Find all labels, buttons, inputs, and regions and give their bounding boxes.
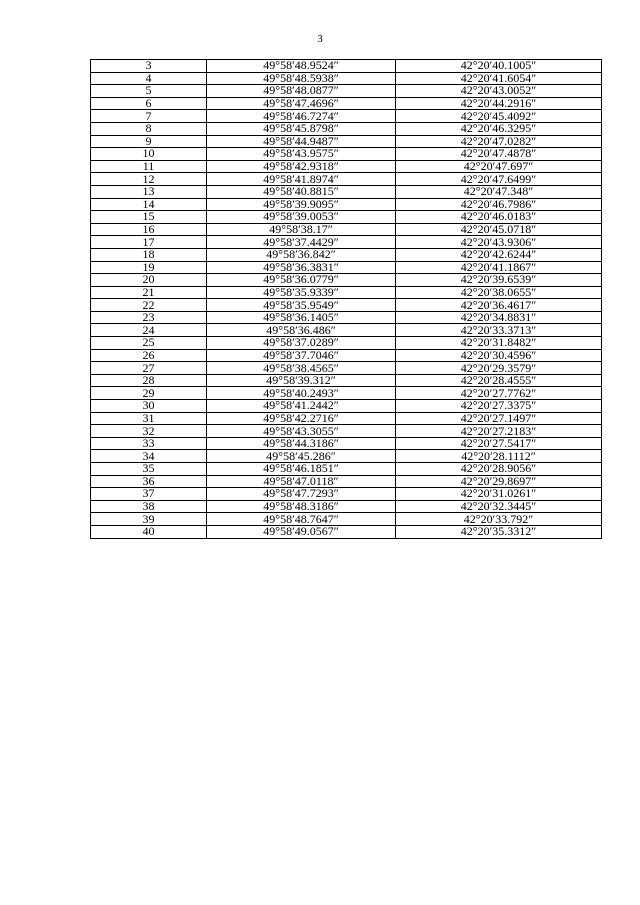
point-number-cell: 22: [91, 299, 207, 312]
table-row: [91, 122, 602, 135]
point-number-cell: 16: [91, 223, 207, 236]
latitude-cell: 49°58′40.8815″: [207, 185, 396, 198]
table-row: [91, 299, 602, 312]
latitude-cell: 49°58′36.0779″: [207, 274, 396, 287]
table-row: [91, 488, 602, 501]
table-row: [91, 198, 602, 211]
longitude-cell: 42°20′27.1497″: [396, 412, 602, 425]
longitude-cell: 42°20′41.6054″: [396, 72, 602, 85]
longitude-cell: 42°20′47.6499″: [396, 173, 602, 186]
point-number-cell: 33: [91, 437, 207, 450]
point-number-cell: 26: [91, 349, 207, 362]
latitude-cell: 49°58′41.8974″: [207, 173, 396, 186]
point-number-cell: 31: [91, 412, 207, 425]
longitude-cell: 42°20′40.1005″: [396, 60, 602, 73]
longitude-cell: 42°20′28.4555″: [396, 374, 602, 387]
point-number-cell: 8: [91, 122, 207, 135]
longitude-cell: 42°20′32.3445″: [396, 500, 602, 513]
table-row: [91, 135, 602, 148]
longitude-cell: 42°20′47.697″: [396, 160, 602, 173]
table-row: [91, 500, 602, 513]
point-number-cell: 7: [91, 110, 207, 123]
table-row: [91, 349, 602, 362]
latitude-cell: 49°58′35.9549″: [207, 299, 396, 312]
longitude-cell: 42°20′47.348″: [396, 185, 602, 198]
table-row: [91, 513, 602, 526]
longitude-cell: 42°20′29.8697″: [396, 475, 602, 488]
table-row: [91, 248, 602, 261]
table-row: [91, 374, 602, 387]
latitude-cell: 49°58′39.312″: [207, 374, 396, 387]
table-row: [91, 425, 602, 438]
latitude-cell: 49°58′39.9095″: [207, 198, 396, 211]
latitude-cell: 49°58′49.0567″: [207, 525, 396, 538]
point-number-cell: 9: [91, 135, 207, 148]
latitude-cell: 49°58′46.7274″: [207, 110, 396, 123]
point-number-cell: 39: [91, 513, 207, 526]
table-row: [91, 437, 602, 450]
table-row: [91, 311, 602, 324]
longitude-cell: 42°20′29.3579″: [396, 362, 602, 375]
longitude-cell: 42°20′45.0718″: [396, 223, 602, 236]
coordinates-table-body: [91, 60, 602, 539]
page-number: 3: [317, 33, 323, 45]
latitude-cell: 49°58′36.842″: [207, 248, 396, 261]
latitude-cell: 49°58′43.3055″: [207, 425, 396, 438]
latitude-cell: 49°58′37.7046″: [207, 349, 396, 362]
longitude-cell: 42°20′43.0052″: [396, 85, 602, 98]
longitude-cell: 42°20′27.2183″: [396, 425, 602, 438]
latitude-cell: 49°58′38.17″: [207, 223, 396, 236]
point-number-cell: 30: [91, 400, 207, 413]
table-row: [91, 412, 602, 425]
table-row: [91, 463, 602, 476]
point-number-cell: 21: [91, 286, 207, 299]
point-number-cell: 12: [91, 173, 207, 186]
point-number-cell: 37: [91, 488, 207, 501]
longitude-cell: 42°20′31.0261″: [396, 488, 602, 501]
table-row: [91, 400, 602, 413]
table-row: [91, 211, 602, 224]
latitude-cell: 49°58′48.0877″: [207, 85, 396, 98]
table-row: [91, 97, 602, 110]
latitude-cell: 49°58′35.9339″: [207, 286, 396, 299]
longitude-cell: 42°20′44.2916″: [396, 97, 602, 110]
longitude-cell: 42°20′36.4617″: [396, 299, 602, 312]
latitude-cell: 49°58′46.1851″: [207, 463, 396, 476]
longitude-cell: 42°20′27.5417″: [396, 437, 602, 450]
point-number-cell: 5: [91, 85, 207, 98]
point-number-cell: 10: [91, 148, 207, 161]
longitude-cell: 42°20′46.7986″: [396, 198, 602, 211]
point-number-cell: 35: [91, 463, 207, 476]
latitude-cell: 49°58′44.9487″: [207, 135, 396, 148]
longitude-cell: 42°20′38.0655″: [396, 286, 602, 299]
latitude-cell: 49°58′37.0289″: [207, 337, 396, 350]
latitude-cell: 49°58′36.486″: [207, 324, 396, 337]
latitude-cell: 49°58′44.3186″: [207, 437, 396, 450]
longitude-cell: 42°20′42.6244″: [396, 248, 602, 261]
longitude-cell: 42°20′39.6539″: [396, 274, 602, 287]
point-number-cell: 17: [91, 236, 207, 249]
table-row: [91, 387, 602, 400]
latitude-cell: 49°58′48.9524″: [207, 60, 396, 73]
table-row: [91, 475, 602, 488]
longitude-cell: 42°20′28.9056″: [396, 463, 602, 476]
longitude-cell: 42°20′35.3312″: [396, 525, 602, 538]
table-row: [91, 525, 602, 538]
table-row: [91, 223, 602, 236]
point-number-cell: 29: [91, 387, 207, 400]
table-row: [91, 160, 602, 173]
longitude-cell: 42°20′27.7762″: [396, 387, 602, 400]
longitude-cell: 42°20′46.0183″: [396, 211, 602, 224]
point-number-cell: 25: [91, 337, 207, 350]
coordinates-table: [90, 59, 602, 539]
latitude-cell: 49°58′47.0118″: [207, 475, 396, 488]
table-row: [91, 72, 602, 85]
point-number-cell: 23: [91, 311, 207, 324]
point-number-cell: 3: [91, 60, 207, 73]
latitude-cell: 49°58′42.9318″: [207, 160, 396, 173]
latitude-cell: 49°58′36.3831″: [207, 261, 396, 274]
longitude-cell: 42°20′33.792″: [396, 513, 602, 526]
longitude-cell: 42°20′43.9306″: [396, 236, 602, 249]
longitude-cell: 42°20′28.1112″: [396, 450, 602, 463]
table-row: [91, 236, 602, 249]
table-row: [91, 450, 602, 463]
table-row: [91, 185, 602, 198]
point-number-cell: 27: [91, 362, 207, 375]
point-number-cell: 28: [91, 374, 207, 387]
point-number-cell: 20: [91, 274, 207, 287]
longitude-cell: 42°20′41.1867″: [396, 261, 602, 274]
point-number-cell: 34: [91, 450, 207, 463]
point-number-cell: 36: [91, 475, 207, 488]
latitude-cell: 49°58′48.7647″: [207, 513, 396, 526]
latitude-cell: 49°58′45.286″: [207, 450, 396, 463]
longitude-cell: 42°20′30.4596″: [396, 349, 602, 362]
point-number-cell: 32: [91, 425, 207, 438]
longitude-cell: 42°20′33.3713″: [396, 324, 602, 337]
latitude-cell: 49°58′45.8798″: [207, 122, 396, 135]
point-number-cell: 40: [91, 525, 207, 538]
table-row: [91, 110, 602, 123]
table-row: [91, 324, 602, 337]
point-number-cell: 4: [91, 72, 207, 85]
longitude-cell: 42°20′27.3375″: [396, 400, 602, 413]
longitude-cell: 42°20′31.8482″: [396, 337, 602, 350]
point-number-cell: 14: [91, 198, 207, 211]
table-row: [91, 261, 602, 274]
point-number-cell: 6: [91, 97, 207, 110]
latitude-cell: 49°58′43.9575″: [207, 148, 396, 161]
table-row: [91, 148, 602, 161]
latitude-cell: 49°58′40.2493″: [207, 387, 396, 400]
latitude-cell: 49°58′48.3186″: [207, 500, 396, 513]
point-number-cell: 15: [91, 211, 207, 224]
longitude-cell: 42°20′34.8831″: [396, 311, 602, 324]
table-row: [91, 337, 602, 350]
point-number-cell: 24: [91, 324, 207, 337]
longitude-cell: 42°20′45.4092″: [396, 110, 602, 123]
latitude-cell: 49°58′39.0053″: [207, 211, 396, 224]
latitude-cell: 49°58′47.7293″: [207, 488, 396, 501]
table-row: [91, 60, 602, 73]
latitude-cell: 49°58′36.1405″: [207, 311, 396, 324]
point-number-cell: 18: [91, 248, 207, 261]
longitude-cell: 42°20′46.3295″: [396, 122, 602, 135]
latitude-cell: 49°58′38.4565″: [207, 362, 396, 375]
point-number-cell: 13: [91, 185, 207, 198]
point-number-cell: 38: [91, 500, 207, 513]
latitude-cell: 49°58′42.2716″: [207, 412, 396, 425]
latitude-cell: 49°58′37.4429″: [207, 236, 396, 249]
point-number-cell: 19: [91, 261, 207, 274]
table-row: [91, 286, 602, 299]
table-row: [91, 274, 602, 287]
latitude-cell: 49°58′41.2442″: [207, 400, 396, 413]
point-number-cell: 11: [91, 160, 207, 173]
table-row: [91, 173, 602, 186]
table-row: [91, 362, 602, 375]
latitude-cell: 49°58′48.5938″: [207, 72, 396, 85]
longitude-cell: 42°20′47.0282″: [396, 135, 602, 148]
table-row: [91, 85, 602, 98]
longitude-cell: 42°20′47.4878″: [396, 148, 602, 161]
latitude-cell: 49°58′47.4696″: [207, 97, 396, 110]
